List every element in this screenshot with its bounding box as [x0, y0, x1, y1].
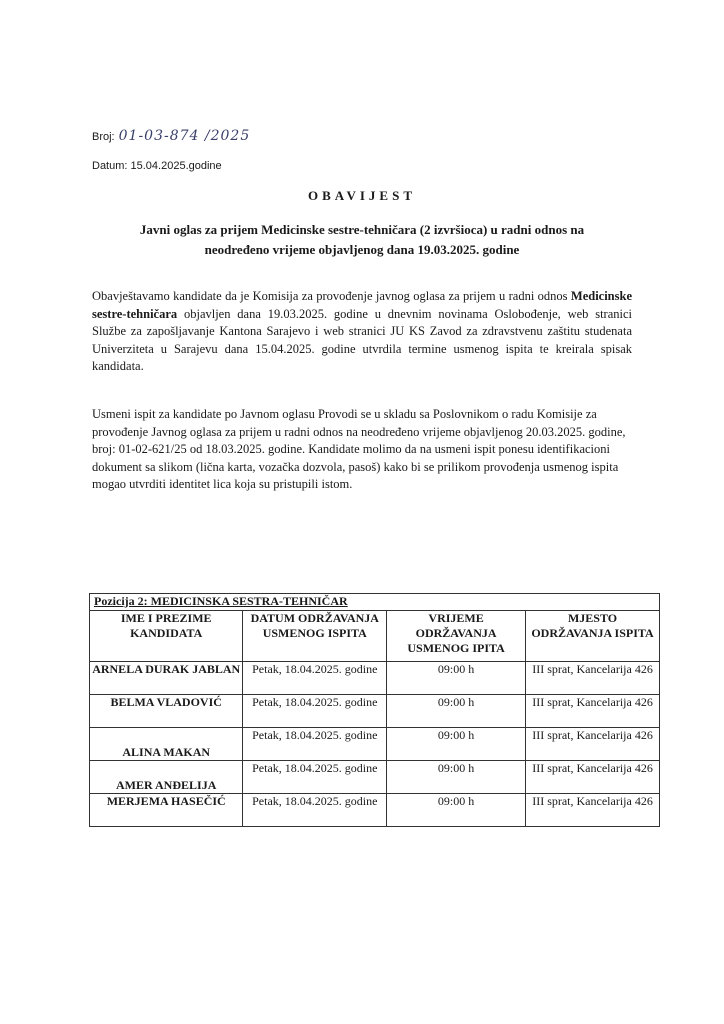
header-exam-date: DATUM ODRŽAVANJA USMENOG ISPITA [243, 611, 387, 662]
table-row [90, 794, 660, 827]
header-exam-place: MJESTO ODRŽAVANJA ISPITA [526, 611, 660, 662]
document-number-value: 01-03-874 /2025 [118, 128, 251, 144]
header-exam-time: VRIJEME ODRŽAVANJA USMENOG IPITA [387, 611, 526, 662]
page-title: OBAVIJEST [307, 188, 416, 203]
table-header-row [90, 611, 660, 662]
exam-time: 09:00 h [387, 794, 526, 827]
candidate-name: ALINA MAKAN [90, 728, 243, 761]
paragraph-intro-start: Obavještavamo kandidate da je Komisija za provođenje javnog oglasa za prijem u radni odnos [92, 289, 571, 303]
document-subject: Javni oglas za prijem Medicinske sestre-tehničara (2 izvršioca) u radni odnos na neodređeno vrijeme objavljenog dana 19.03.2025. godine [139, 222, 585, 257]
exam-date: Petak, 18.04.2025. godine [243, 761, 387, 794]
exam-date: Petak, 18.04.2025. godine [243, 794, 387, 827]
candidate-name: ARNELA DURAK JABLAN [90, 662, 243, 695]
paragraph-instructions-text: Usmeni ispit za kandidate po Javnom oglasu Provodi se u skladu sa Poslovnikom o radu Komisije za provođenje Javnog oglasa za prijem u radni odnos na neodređeno vrijeme objavljenog 20.03.2025. godine, broj: 01-02-621/25 od 18.03.2025. godine. Kandidate molimo da na usmeni ispit ponesu identifikacioni dokument sa slikom (lična karta, vozačka dozvola, pasoš) kako bi se prilikom provođenja usmenog ispita mogao utvrditi identitet lica koja su pristupili istom. [92, 407, 626, 491]
table-row [90, 761, 660, 794]
exam-date: Petak, 18.04.2025. godine [243, 662, 387, 695]
table-row [90, 662, 660, 695]
paragraph-intro-end: objavljen dana 19.03.2025. godine u dnevnim novinama Oslobođenje, web stranici Službe za zapošljavanje Kantona Sarajevo i web stranici JU KS Zavod za zdravstvenu zaštitu studenata Univerziteta u Sarajevu dana 15.04.2025. godine utvrdila termine usmenog ispita te kreirala spisak kandidata. [92, 306, 632, 373]
paragraph-instructions [92, 406, 632, 494]
exam-place: III sprat, Kancelarija 426 [526, 662, 660, 695]
exam-time: 09:00 h [387, 695, 526, 728]
exam-schedule-table [89, 593, 660, 827]
document-number-label: Broj: [92, 131, 115, 143]
exam-time: 09:00 h [387, 662, 526, 695]
table-row [90, 728, 660, 761]
candidate-name: MERJEMA HASEČIĆ [90, 794, 243, 827]
header-candidate-name: IME I PREZIME KANDIDATA [90, 611, 243, 662]
candidate-name: AMER ANĐELIJA [90, 761, 243, 794]
exam-place: III sprat, Kancelarija 426 [526, 695, 660, 728]
exam-place: III sprat, Kancelarija 426 [526, 761, 660, 794]
document-date: Datum: 15.04.2025.godine [92, 160, 222, 172]
document-number [92, 128, 250, 144]
candidate-name: BELMA VLADOVIĆ [90, 695, 243, 728]
paragraph-intro-bold: Medicinske sestre-tehničara [92, 289, 632, 321]
table-row [90, 695, 660, 728]
position-title: Pozicija 2: MEDICINSKA SESTRA-TEHNIČAR [90, 594, 660, 611]
exam-time: 09:00 h [387, 761, 526, 794]
exam-date: Petak, 18.04.2025. godine [243, 728, 387, 761]
exam-date: Petak, 18.04.2025. godine [243, 695, 387, 728]
exam-place: III sprat, Kancelarija 426 [526, 728, 660, 761]
exam-place: III sprat, Kancelarija 426 [526, 794, 660, 827]
paragraph-intro [92, 288, 632, 376]
exam-time: 09:00 h [387, 728, 526, 761]
position-row [90, 594, 660, 611]
